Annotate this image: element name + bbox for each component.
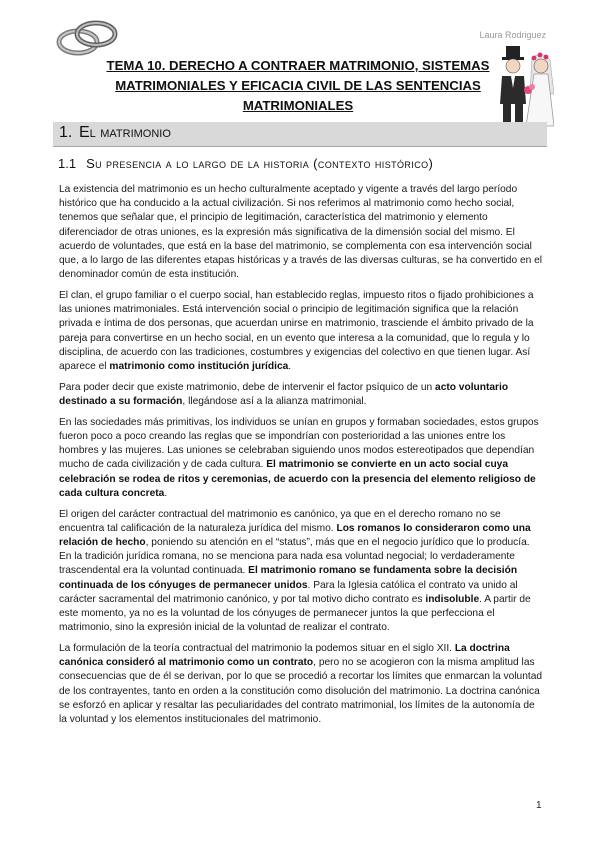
text-run: El clan, el grupo familiar o el cuerpo social, han establecido reglas, impuesto ritos o fijado prohibiciones a las uniones matrimoniales. Está intervención social o principio de legitimación significa que la relación privada e íntima de dos personas, que acuerdan unirse en matrimonio, trasciende el ámbito privado de la pareja para convertirse en un hecho social, en un evento que interesa a la comunidad, que lo regula y lo disciplina, de acuerdo con las tradiciones, costumbres y exigencias del colectivo en que tienen lugar. Así aparece el [59,290,534,373]
paragraph [59,642,543,727]
bold-text-run: matrimonio como institución jurídica [109,361,289,373]
text-run: El origen del carácter contractual del matrimonio es canónico, ya que en el derecho romano no se encuentra tal calificación de la naturaleza jurídica del mismo. [59,508,501,534]
text-run: Para poder decir que existe matrimonio, debe de intervenir el factor psíquico de un [59,381,436,393]
bold-text-run: La doctrina canónica consideró al matrimonio como un contrato [59,643,510,669]
section-title: El matrimonio [79,124,171,141]
body-text [59,183,543,734]
text-run: , poniendo su atención en el “status”, más que en el negocio jurídico que lo producía. En la tradición jurídica romana, no se menciona para nada esa voluntad negocial; lo verdaderamente trascendental era la voluntad continuada. [59,537,530,577]
subsection-heading [58,156,548,171]
paragraph [59,381,543,409]
bold-text-run: acto voluntario destinado a su formación [59,381,509,408]
bold-text-run: indisoluble [425,593,480,605]
paragraph [59,508,543,636]
section-heading [53,122,547,147]
text-run: . [288,361,292,373]
document-title: TEMA 10. DERECHO A CONTRAER MATRIMONIO, SISTEMAS MATRIMONIALES Y EFICACIA CIVIL DE LAS SENTENCIAS MATRIMONIALES [106,58,490,113]
paragraph [59,416,543,501]
section-number: 1. [59,124,73,141]
bold-text-run: El matrimonio romano se fundamenta sobre la decisión continuada de los cónyuges de permanecer unidos [59,565,518,591]
text-run: . A partir de este momento, ya no es la voluntad de los cónyuges de permanecer juntos la que perfecciona el matrimonio, sino la expresión inicial de la voluntad de realizar el contrato. [59,593,531,634]
subsection-number: 1.1 [58,156,77,171]
text-run: En las sociedades más primitivas, los individuos se unían en grupos y formaban sociedades, estos grupos fueron poco a poco creando las reglas que se impondrían con posterioridad a las uniones entre los hombres y las mujeres. Las uniones se celebraban siguiendo unos modos estereotipados que dependían mucho de cada civilización y de cada cultura. [59,416,539,471]
text-run: La existencia del matrimonio es un hecho culturalmente aceptado y vigente a través del largo período histórico que ha conducido a la actual civilización. Si nos referimos al matrimonio como hecho social, tenemos que señalar que, el principio de legitimación, característica del matrimonio y elemento diferenciador de otras uniones, es la expresión más significativa de la dimensión social del mismo. El acuerdo de voluntades, que está en la base del matrimonio, se complementa con esa intervención social que, a lo largo de las diferentes etapas históricas y a través de las diversas culturas, se ha convertido en el denominador común de esta institución. [59,184,543,281]
text-run: , llegándose así a la alianza matrimonial. [182,396,367,408]
author-name: Laura Rodriguez [479,30,546,40]
bride-and-groom-icon [496,44,554,128]
bold-text-run: Los romanos lo consideraron como una relación de hecho [59,522,531,549]
text-run: , pero no se acogieron con la misma amplitud las consecuencias que de él se derivan, por lo que se procedió a recortar los límites que enmarcan la voluntad de los contrayentes, tanto en orden a la constitución como disolución del matrimonio. La doctrina canónica se esforzó en aplicar y resaltar las peculiaridades del contrato matrimonial, los límites de la autonomía de la voluntad y los elementos institucionales del matrimonio. [59,657,543,726]
subsection-title: Su presencia a lo largo de la historia (contexto histórico) [86,156,434,171]
bold-text-run: El matrimonio se convierte en un acto social cuya celebración se rodea de ritos y ceremonias, de acuerdo con la presencia del elemento religioso de cada cultura concreta [59,459,536,499]
paragraph [59,289,543,374]
paragraph [59,183,543,282]
text-run: . Para la Iglesia católica el contrato va unido al carácter sacramental del matrimonio canónico, y por tal motivo dicho contrato es [59,579,518,605]
page-number: 1 [536,800,542,811]
text-run: . [164,487,168,499]
text-run: La formulación de la teoría contractual del matrimonio la podemos situar en el siglo XII. [59,643,455,655]
wedding-rings-icon [54,14,120,60]
